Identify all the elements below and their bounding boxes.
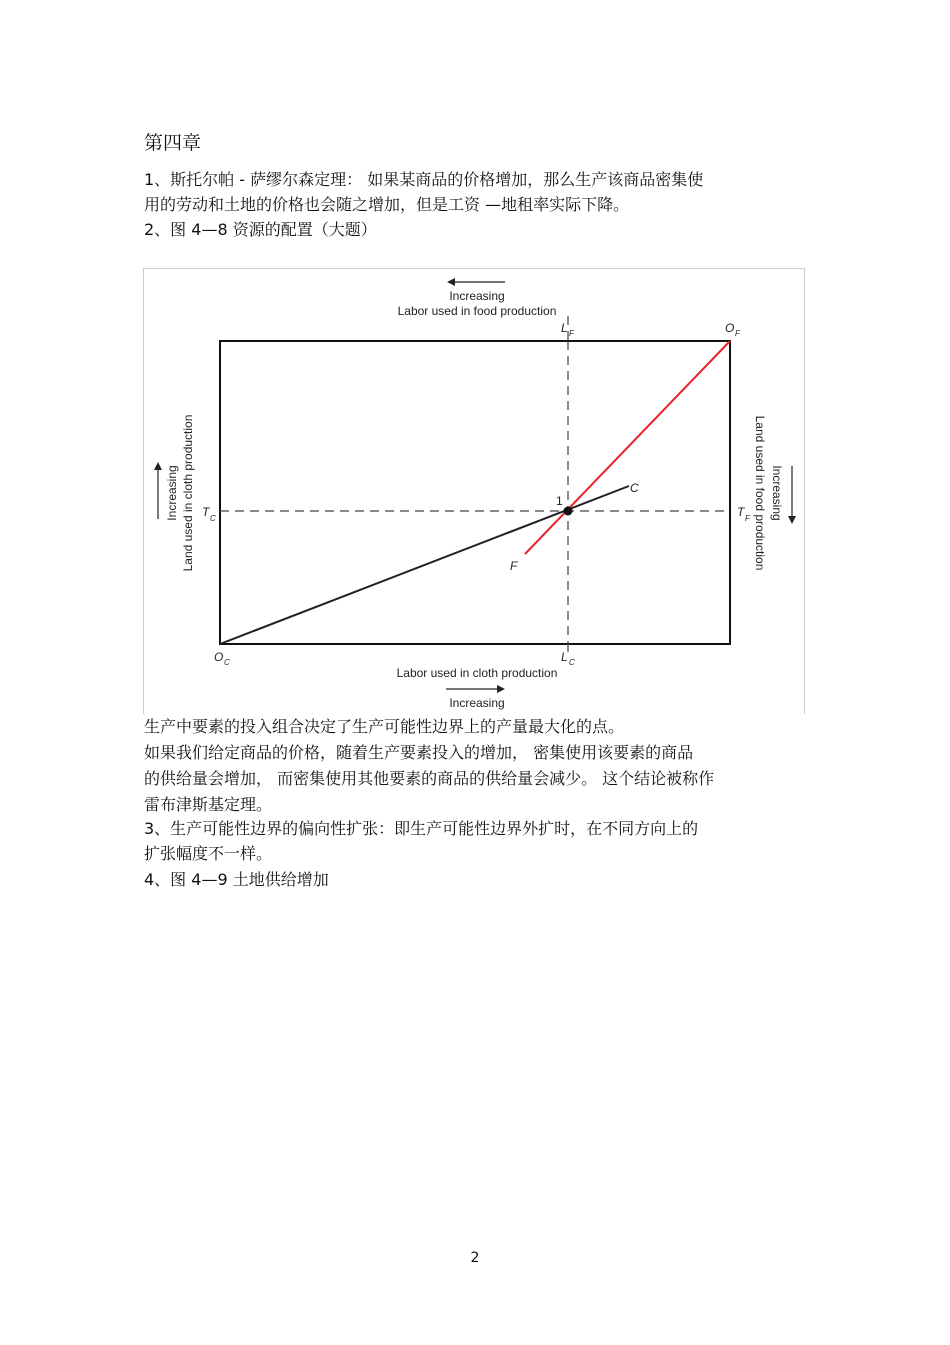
point-1-label: 1 (556, 494, 563, 508)
lc-subscript: C (569, 658, 575, 667)
bottom-arrow-head (497, 685, 505, 693)
bottom-axis-label: Labor used in cloth production (396, 666, 558, 680)
edgeworth-box-diagram (143, 268, 805, 714)
page-number: 2 (470, 1250, 480, 1266)
tf-label: T (737, 505, 745, 519)
lf-label: L (561, 321, 568, 335)
right-arrow-head (788, 516, 796, 524)
lf-subscript: F (569, 329, 574, 338)
tf-subscript: F (745, 514, 750, 523)
right-arrow-label: Increasing (770, 465, 784, 521)
left-axis-label: Land used in cloth production (181, 414, 195, 572)
left-arrow-head (154, 462, 162, 470)
bottom-arrow-label: Increasing (449, 696, 505, 710)
paragraph-rybczynski-1: 如果我们给定商品的价格，随着生产要素投入的增加， 密集使用该要素的商品 (144, 743, 694, 762)
right-axis-label: Land used in food production (753, 415, 767, 571)
origin-food-label: O (725, 321, 735, 335)
origin-cloth-subscript: C (224, 658, 230, 667)
paragraph-after-figure-1: 生产中要素的投入组合决定了生产可能性边界上的产量最大化的点。 (144, 717, 625, 736)
food-ray-line (525, 341, 730, 554)
origin-food-subscript: F (735, 329, 740, 338)
paragraph-rybczynski-3: 雷布津斯基定理。 (144, 795, 273, 814)
paragraph-stolper-samuelson-1: 1、斯托尔帕 - 萨缪尔森定理： 如果某商品的价格增加，那么生产该商品密集使 (144, 170, 704, 189)
tc-label: T (202, 505, 210, 519)
top-axis-label: Labor used in food production (397, 304, 557, 318)
resource-allocation-figure (143, 268, 805, 714)
item-figure-4-8: 2、图 4—8 资源的配置（大题） (144, 220, 377, 239)
left-arrow-label: Increasing (165, 465, 179, 521)
item-biased-expansion-1: 3、生产可能性边界的偏向性扩张：即生产可能性边界外扩时，在不同方向上的 (144, 819, 699, 838)
item-figure-4-9: 4、图 4—9 土地供给增加 (144, 870, 329, 889)
paragraph-stolper-samuelson-2: 用的劳动和土地的价格也会随之增加，但是工资 —地租率实际下降。 (144, 195, 630, 214)
top-arrow-label: Increasing (449, 289, 505, 303)
item-biased-expansion-2: 扩张幅度不一样。 (144, 844, 273, 863)
chapter-heading: 第四章 (144, 132, 202, 154)
curve-f-label: F (510, 559, 518, 573)
equilibrium-point (564, 507, 573, 516)
tc-subscript: C (210, 514, 216, 523)
top-arrow-head (447, 278, 455, 286)
edgeworth-box-frame (220, 341, 730, 644)
paragraph-rybczynski-2: 的供给量会增加， 而密集使用其他要素的商品的供给量会减少。 这个结论被称作 (144, 769, 715, 788)
lc-label: L (561, 650, 568, 664)
origin-cloth-label: O (214, 650, 224, 664)
curve-c-label: C (630, 481, 639, 495)
